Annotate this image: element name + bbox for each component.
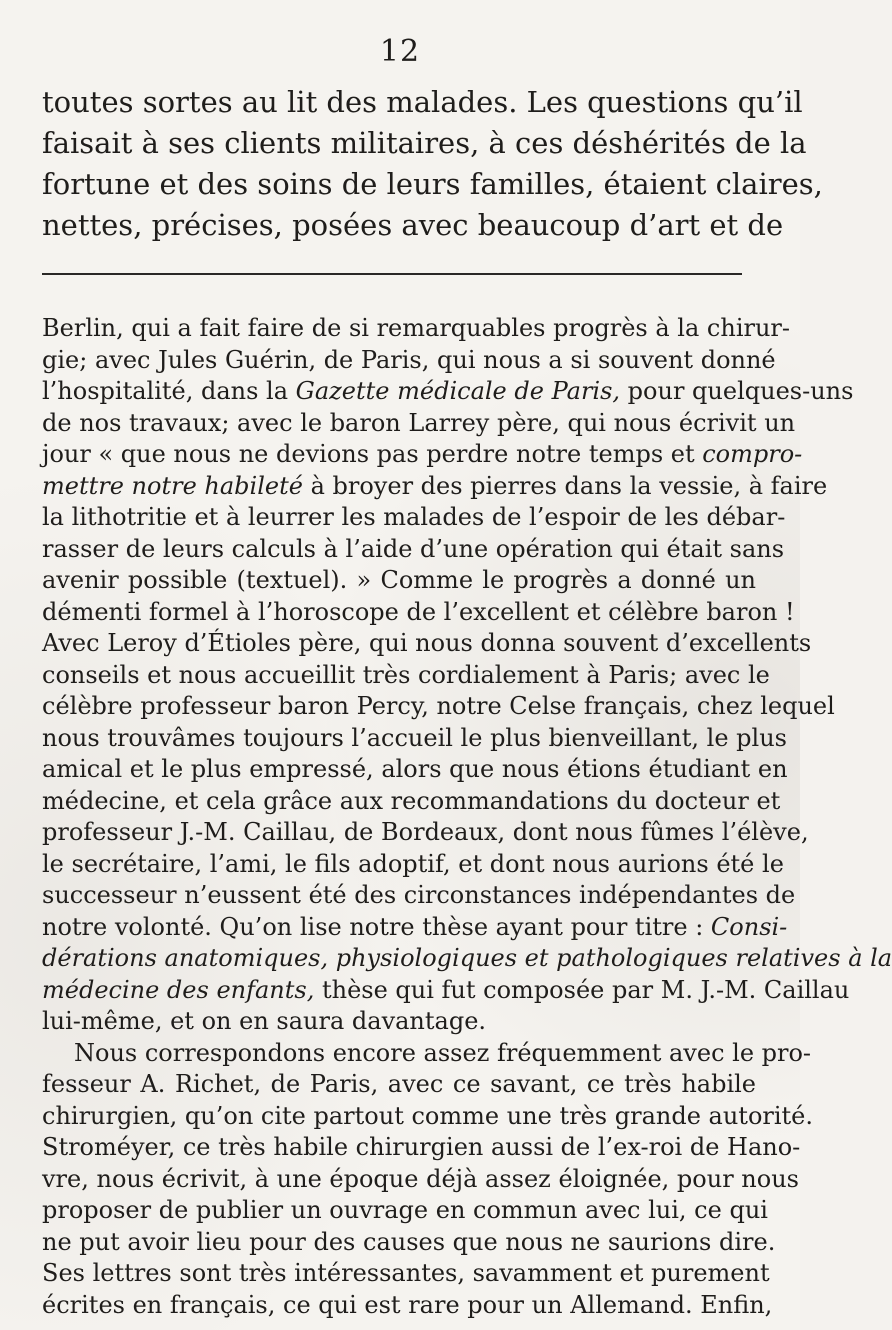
text-line — [42, 597, 795, 629]
text-segment: la lithotritie et à leurrer les malades de l’espoir de les débar- — [42, 503, 786, 531]
main-text-line: faisait à ses clients militaires, à ces déshérités de la — [42, 126, 807, 160]
text-line — [42, 880, 796, 912]
text-segment: successeur n’eussent été des circonstances indépendantes de — [42, 881, 796, 909]
text-segment: ne put avoir lieu pour des causes que nous ne saurions dire. — [42, 1227, 776, 1256]
text-segment: Nous correspondons encore assez fréquemment avec le pro- — [74, 1038, 812, 1067]
text-line — [42, 691, 835, 723]
text-segment: thèse qui fut composée par M. J.-M. Caillau — [314, 975, 850, 1004]
text-segment: professeur J.-M. Caillau, de Bordeaux, dont nous fûmes l’élève, — [42, 818, 809, 846]
text-segment: lui-même, et on en saura davantage. — [42, 1007, 487, 1035]
text-segment: médecine, et cela grâce aux recommandations du docteur et — [42, 786, 781, 815]
italic-segment: compro- — [702, 440, 803, 468]
main-text-top — [42, 82, 823, 246]
main-text-line: fortune et des soins de leurs familles, étaient claires, — [42, 167, 823, 201]
text-line — [42, 1227, 776, 1259]
text-segment: Berlin, qui a fait faire de si remarquables progrès à la chirur- — [42, 314, 791, 342]
italic-segment: Gazette médicale de Paris, — [295, 377, 621, 405]
text-line — [42, 660, 770, 692]
main-text-line: nettes, précises, posées avec beaucoup d’art et de — [42, 208, 784, 242]
text-line — [42, 975, 850, 1007]
text-line — [42, 817, 809, 849]
text-segment: Avec Leroy d’Étioles père, qui nous donna souvent d’excellents — [42, 629, 812, 657]
text-segment: de nos travaux; avec le baron Larrey père, qui nous écrivit un — [42, 408, 796, 437]
text-segment: Stroméyer, ce très habile chirurgien aussi de l’ex-roi de Hano- — [42, 1133, 801, 1161]
text-line — [42, 723, 787, 755]
footnote-separator-rule — [42, 273, 742, 275]
text-segment: conseils et nous accueillit très cordialement à Paris; avec le — [42, 660, 770, 689]
text-line — [42, 1258, 770, 1290]
text-segment: célèbre professeur baron Percy, notre Celse français, chez lequel — [42, 692, 835, 720]
text-segment: chirurgien, qu’on cite partout comme une très grande autorité. — [42, 1101, 814, 1130]
paragraph-first-line — [42, 1038, 812, 1070]
text-line — [42, 1006, 756, 1038]
text-segment: à broyer des pierres dans la vessie, à faire — [302, 471, 828, 500]
text-segment: gie; avec Jules Guérin, de Paris, qui nous a si souvent donné — [42, 345, 776, 374]
italic-segment: médecine des enfants, — [42, 975, 315, 1004]
text-segment: avenir possible (textuel). » Comme le progrès a donné un — [42, 566, 756, 594]
text-line — [42, 565, 756, 597]
text-segment: notre volonté. Qu’on lise notre thèse ayant pour titre : — [42, 912, 711, 941]
text-segment: démenti formel à l’horoscope de l’excellent et célèbre baron ! — [42, 597, 795, 626]
text-segment: fesseur A. Richet, de Paris, avec ce savant, ce très habile — [42, 1070, 756, 1098]
text-segment: écrites en français, ce qui est rare pour un Allemand. Enfin, — [42, 1290, 773, 1319]
text-segment: rasser de leurs calculs à l’aide d’une opération qui était sans — [42, 534, 785, 563]
text-line — [42, 1101, 814, 1133]
text-segment: le secrétaire, l’ami, le fils adoptif, et dont nous aurions été le — [42, 849, 784, 878]
text-segment: pour quelques-uns — [620, 377, 854, 405]
text-line — [42, 1132, 801, 1164]
text-segment: vre, nous écrivit, à une époque déjà assez éloignée, pour nous — [42, 1164, 799, 1193]
text-line — [42, 912, 788, 944]
text-line — [42, 1164, 799, 1196]
text-line — [42, 1069, 756, 1101]
text-segment: nous trouvâmes toujours l’accueil le plus bienveillant, le plus — [42, 723, 787, 752]
main-text-line: toutes sortes au lit des malades. Les questions qu’il — [42, 85, 803, 119]
text-line — [42, 313, 791, 345]
footnote-text-block — [42, 313, 892, 1321]
text-line — [42, 754, 788, 786]
italic-segment: dérations anatomiques, physiologiques et pathologiques relatives à la — [42, 944, 892, 972]
text-segment: Ses lettres sont très intéressantes, savamment et purement — [42, 1259, 770, 1287]
italic-segment: Consi- — [710, 912, 788, 941]
text-line — [42, 1195, 768, 1227]
page-number: 12 — [379, 34, 421, 69]
text-line — [42, 1290, 773, 1322]
text-line — [42, 534, 785, 566]
text-segment: l’hospitalité, dans la — [42, 377, 296, 405]
text-segment: jour « que nous ne devions pas perdre notre temps et — [42, 440, 703, 468]
text-line — [42, 408, 796, 440]
text-line — [42, 376, 854, 408]
text-line — [42, 439, 803, 471]
text-line — [42, 786, 781, 818]
text-line — [42, 471, 828, 503]
text-segment: proposer de publier un ouvrage en commun avec lui, ce qui — [42, 1196, 768, 1224]
text-line — [42, 345, 776, 377]
text-line — [42, 628, 812, 660]
text-segment: amical et le plus empressé, alors que nous étions étudiant en — [42, 755, 788, 783]
text-line — [42, 502, 786, 534]
text-line — [42, 943, 892, 975]
text-line — [42, 849, 784, 881]
italic-segment: mettre notre habileté — [42, 471, 303, 500]
